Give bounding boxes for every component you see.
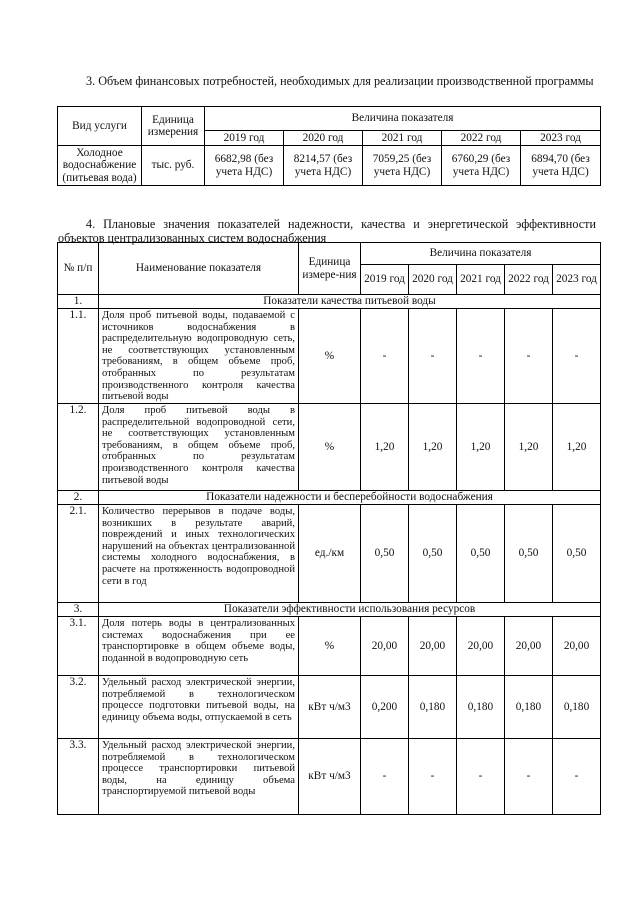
- header-unit: Единица измерения: [142, 107, 205, 146]
- section-row: [58, 295, 601, 309]
- year-header: 2021 год: [363, 131, 442, 146]
- row-num: 3.1.: [58, 617, 99, 676]
- value-cell: 20,00: [505, 617, 553, 676]
- section4-title: 4. Плановые значения показателей надежности, качества и энергетической эффективности объектов централизованных систем водоснабжения: [58, 217, 596, 246]
- value-cell: 1,20: [457, 404, 505, 491]
- table-row: [58, 309, 601, 404]
- value-cell: -: [457, 739, 505, 815]
- value-cell: 6894,70 (без учета НДС): [521, 146, 601, 186]
- year-header: 2023 год: [521, 131, 601, 146]
- section-num: 1.: [58, 295, 99, 309]
- value-cell: 0,180: [553, 676, 601, 739]
- year-header: 2020 год: [409, 265, 457, 295]
- year-header: 2022 год: [442, 131, 521, 146]
- table-row: [58, 739, 601, 815]
- table-row: [58, 676, 601, 739]
- section3-title: 3. Объем финансовых потребностей, необходимых для реализации производственной программы: [86, 74, 594, 89]
- section-title: Показатели эффективности использования ресурсов: [99, 603, 601, 617]
- year-header: 2019 год: [361, 265, 409, 295]
- value-cell: -: [505, 309, 553, 404]
- header-num: № п/п: [58, 243, 99, 295]
- row-num: 1.1.: [58, 309, 99, 404]
- value-cell: 20,00: [553, 617, 601, 676]
- section-num: 2.: [58, 491, 99, 505]
- value-cell: -: [457, 309, 505, 404]
- value-cell: 1,20: [361, 404, 409, 491]
- value-cell: -: [505, 739, 553, 815]
- value-cell: 6760,29 (без учета НДС): [442, 146, 521, 186]
- year-header: 2023 год: [553, 265, 601, 295]
- header-unit: Единица измере-ния: [299, 243, 361, 295]
- indicator-name: Удельный расход электрической энергии, потребляемой в технологическом процессе транспортировки питьевой воды, на единицу объема транспортируемой питьевой воды: [99, 739, 299, 815]
- year-header: 2022 год: [505, 265, 553, 295]
- value-cell: 0,180: [409, 676, 457, 739]
- section-title: Показатели качества питьевой воды: [99, 295, 601, 309]
- indicator-name: Удельный расход электрической энергии, потребляемой в технологическом процессе подготовки питьевой воды, на единицу объема воды, отпускаемой в сеть: [99, 676, 299, 739]
- value-cell: 1,20: [553, 404, 601, 491]
- section-num: 3.: [58, 603, 99, 617]
- indicator-name: Количество перерывов в подаче воды, возникших в результате аварий, повреждений и иных технологических нарушений на объектах централизованной системы холодного водоснабжения, в расчете на протяженность водопроводной сети в год: [99, 505, 299, 603]
- value-cell: 0,50: [361, 505, 409, 603]
- row-num: 2.1.: [58, 505, 99, 603]
- value-cell: -: [409, 739, 457, 815]
- header-service: Вид услуги: [58, 107, 142, 146]
- value-cell: 20,00: [457, 617, 505, 676]
- year-header: 2021 год: [457, 265, 505, 295]
- value-cell: 0,50: [553, 505, 601, 603]
- unit-cell: %: [299, 617, 361, 676]
- value-cell: 1,20: [409, 404, 457, 491]
- year-header: 2020 год: [284, 131, 363, 146]
- table-row: [58, 505, 601, 603]
- section-row: [58, 491, 601, 505]
- financial-needs-table: [57, 106, 601, 186]
- row-num: 3.3.: [58, 739, 99, 815]
- table-row: [58, 146, 601, 186]
- value-cell: -: [409, 309, 457, 404]
- indicator-name: Доля проб питьевой воды в распределительной водопроводной сети, не соответствующих установленным требованиям, в общем объеме проб, отобранных по результатам производственного контроля качества питьевой воды: [99, 404, 299, 491]
- header-value: Величина показателя: [361, 243, 601, 265]
- indicator-name: Доля проб питьевой воды, подаваемой с источников водоснабжения в распределительную водопроводную сеть, не соответствующих установленным требованиям, в общем объеме проб, отобранных по результатам производственного контроля качества питьевой воды: [99, 309, 299, 404]
- indicator-name: Доля потерь воды в централизованных системах водоснабжения при ее транспортировке в общем объеме воды, поданной в водопроводную сеть: [99, 617, 299, 676]
- value-cell: 20,00: [361, 617, 409, 676]
- value-cell: 6682,98 (без учета НДС): [205, 146, 284, 186]
- unit-cell: %: [299, 404, 361, 491]
- year-header: 2019 год: [205, 131, 284, 146]
- value-cell: 0,180: [457, 676, 505, 739]
- section-title: Показатели надежности и бесперебойности водоснабжения: [99, 491, 601, 505]
- value-cell: 0,50: [409, 505, 457, 603]
- value-cell: 1,20: [505, 404, 553, 491]
- value-cell: -: [361, 309, 409, 404]
- table-row: [58, 404, 601, 491]
- unit-cell: %: [299, 309, 361, 404]
- value-cell: 8214,57 (без учета НДС): [284, 146, 363, 186]
- value-cell: 20,00: [409, 617, 457, 676]
- value-cell: 0,180: [505, 676, 553, 739]
- table-row: [58, 617, 601, 676]
- service-name: Холодное водоснабжение (питьевая вода): [58, 146, 142, 186]
- unit-cell: ед./км: [299, 505, 361, 603]
- row-num: 3.2.: [58, 676, 99, 739]
- value-cell: -: [361, 739, 409, 815]
- unit-cell: кВт ч/м3: [299, 739, 361, 815]
- value-cell: 0,50: [457, 505, 505, 603]
- value-cell: 0,50: [505, 505, 553, 603]
- value-cell: -: [553, 739, 601, 815]
- header-name: Наименование показателя: [99, 243, 299, 295]
- value-cell: -: [553, 309, 601, 404]
- section-row: [58, 603, 601, 617]
- value-cell: 0,200: [361, 676, 409, 739]
- indicators-table: [57, 242, 601, 815]
- unit-cell: тыс. руб.: [142, 146, 205, 186]
- value-cell: 7059,25 (без учета НДС): [363, 146, 442, 186]
- row-num: 1.2.: [58, 404, 99, 491]
- header-value: Величина показателя: [205, 107, 601, 131]
- unit-cell: кВт ч/м3: [299, 676, 361, 739]
